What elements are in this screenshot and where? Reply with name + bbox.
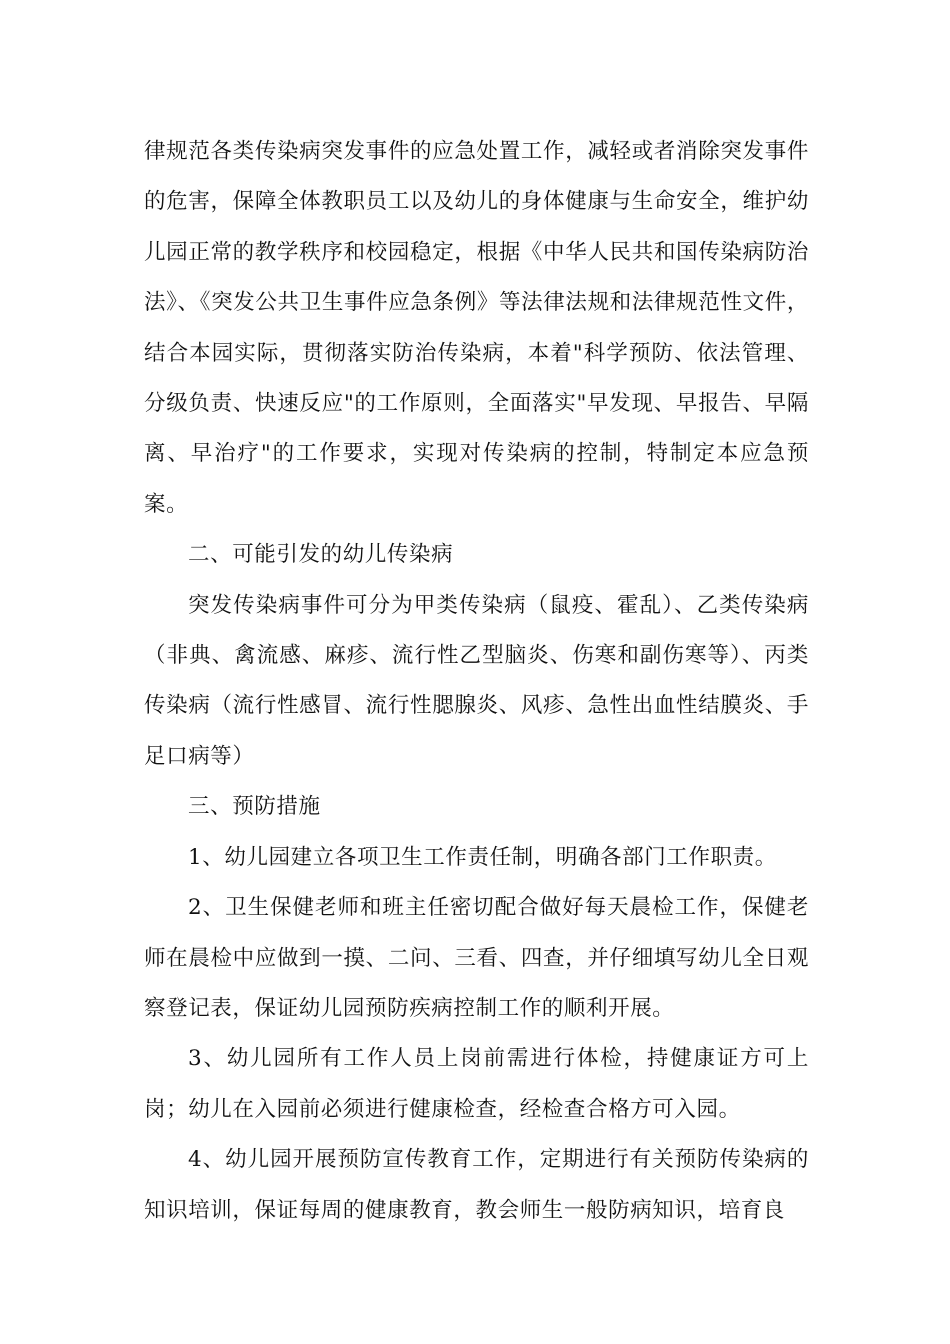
paragraph-measure-1: 1、幼儿园建立各项卫生工作责任制，明确各部门工作职责。 <box>188 844 777 870</box>
paragraph-disease-categories: 突发传染病事件可分为甲类传染病（鼠疫、霍乱）、乙类传染病（非典、禽流感、麻疹、流行性乙型脑炎、伤寒和副伤寒等）、丙类传染病（流行性感冒、流行性腮腺炎、风疹、急性出血性结膜炎、手足口病等） <box>144 592 809 769</box>
document-body <box>144 127 809 1236</box>
section-heading-possible-diseases: 二、可能引发的幼儿传染病 <box>188 542 454 568</box>
paragraph-measure-2: 2、卫生保健老师和班主任密切配合做好每天晨检工作，保健老师在晨检中应做到一摸、二问、三看、四查，并仔细填写幼儿全日观察登记表，保证幼儿园预防疾病控制工作的顺利开展。 <box>144 895 809 1021</box>
paragraph-intro-continuation: 律规范各类传染病突发事件的应急处置工作，减轻或者消除突发事件的危害，保障全体教职员工以及幼儿的身体健康与生命安全，维护幼儿园正常的教学秩序和校园稳定，根据《中华人民共和国传染病防治法》、《突发公共卫生事件应急条例》等法律法规和法律规范性文件，结合本园实际，贯彻落实防治传染病，本着"科学预防、依法管理、分级负责、快速反应"的工作原则，全面落实"早发现、早报告、早隔离、早治疗"的工作要求，实现对传染病的控制，特制定本应急预案。 <box>144 139 809 517</box>
paragraph-measure-4: 4、幼儿园开展预防宣传教育工作，定期进行有关预防传染病的知识培训，保证每周的健康教育，教会师生一般防病知识，培育良 <box>144 1147 809 1223</box>
paragraph-measure-3: 3、幼儿园所有工作人员上岗前需进行体检，持健康证方可上岗；幼儿在入园前必须进行健康检查，经检查合格方可入园。 <box>144 1046 809 1122</box>
section-heading-prevention: 三、预防措施 <box>188 794 321 820</box>
